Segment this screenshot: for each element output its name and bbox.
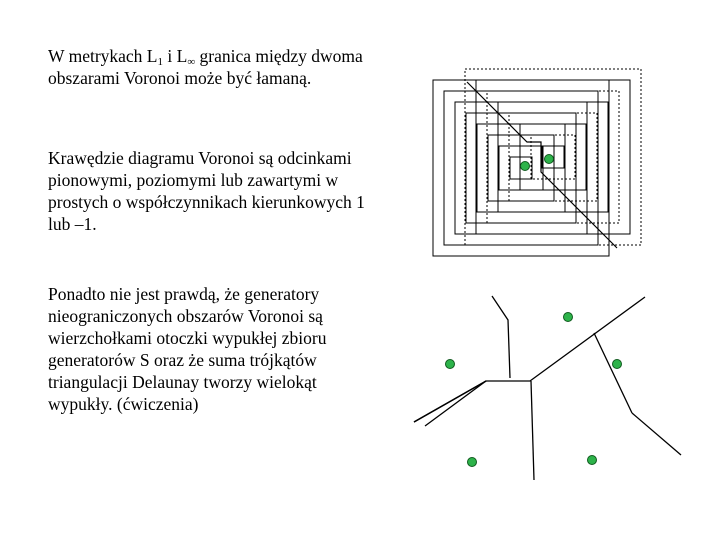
l-infinity-distance-squares bbox=[433, 69, 641, 256]
voronoi-edge-3 bbox=[531, 381, 534, 480]
subscript-1: 1 bbox=[157, 56, 163, 68]
text-boundary-polyline: granica między dwoma obszarami Voronoi może być łamaną. bbox=[48, 46, 363, 88]
generator-bottom-lower-left bbox=[468, 458, 477, 467]
text-metric-l: W metrykach L bbox=[48, 46, 158, 66]
paragraph-voronoi-edges: Krawędzie diagramu Voronoi są odcinkami pionowymi, poziomymi lub zawartymi w prostych o współczynnikach kierunkowych 1 lub –1. bbox=[48, 148, 365, 234]
voronoi-diagram-edges bbox=[414, 296, 681, 480]
voronoi-edge-4 bbox=[632, 413, 681, 455]
voronoi-edge-1 bbox=[492, 296, 510, 378]
generator-top-a bbox=[521, 162, 530, 171]
paragraph-unbounded-regions: Ponadto nie jest prawdą, że generatory nieograniczonych obszarów Voronoi są wierzchołkami otoczki wypukłej zbioru generatorów S oraz że suma trójkątów triangulacji Delaunay tworzy wielokąt wypukły. (ćwiczenia) bbox=[48, 284, 327, 414]
voronoi-edge-left bbox=[414, 381, 486, 422]
voronoi-edge-2 bbox=[425, 297, 645, 426]
generator-bottom-top bbox=[564, 313, 573, 322]
voronoi-edge-right bbox=[594, 333, 632, 413]
subscript-infinity: ∞ bbox=[187, 56, 196, 68]
generator-bottom-left bbox=[446, 360, 455, 369]
generator-bottom-lower-right bbox=[588, 456, 597, 465]
generator-bottom-right bbox=[613, 360, 622, 369]
generator-top-b bbox=[545, 155, 554, 164]
text-and-l: i L bbox=[163, 46, 188, 66]
